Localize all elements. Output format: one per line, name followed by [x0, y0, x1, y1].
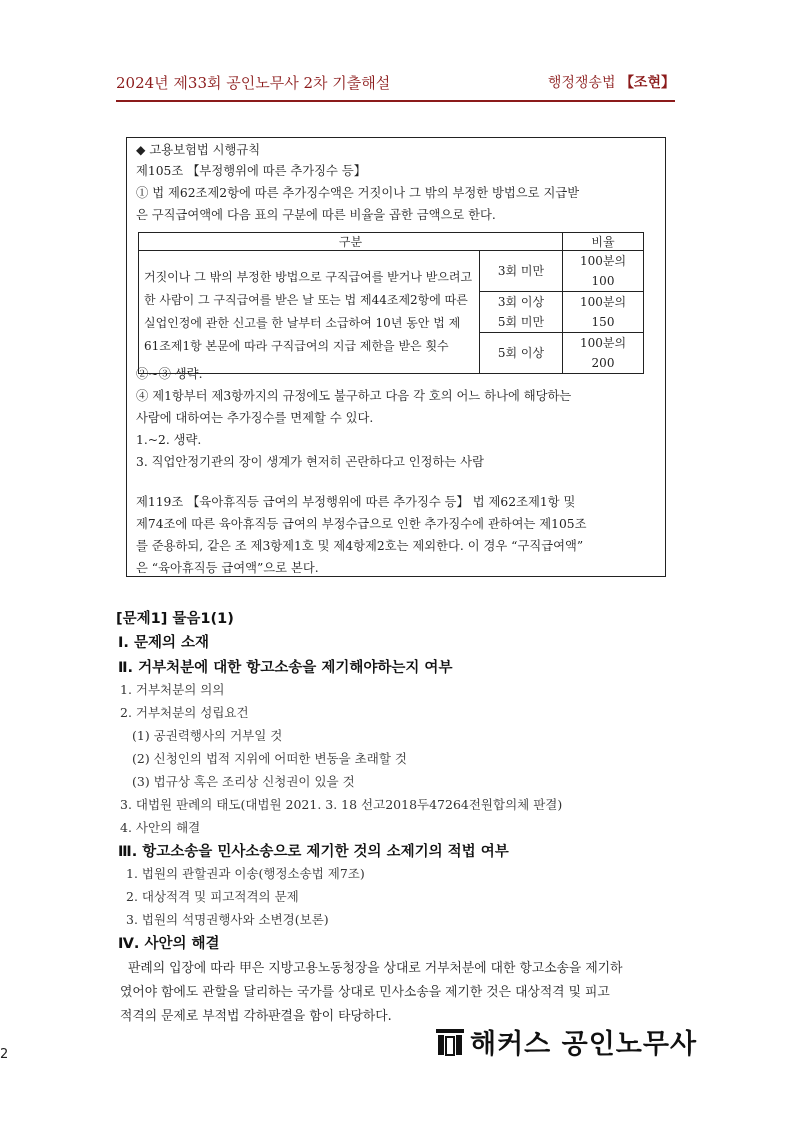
conclusion-line: 적격의 문제로 부적법 각하판결을 함이 타당하다.	[120, 1009, 392, 1024]
statute-box	[126, 137, 666, 577]
count-range-end: 5회 미만	[497, 315, 545, 329]
article-119-line3: 를 준용하되, 같은 조 제3항제1호 및 제4항제2호는 제외한다. 이 경우 “구직급여액”	[136, 539, 584, 553]
conclusion-line: 판례의 입장에 따라 甲은 지방고용노동청장을 상대로 거부처분에 대한 항고소송을 제기하	[128, 961, 623, 976]
header-subject	[548, 72, 675, 92]
hackers-logo-mark-icon	[436, 1027, 464, 1057]
section-4-heading: Ⅳ. 사안의 해결	[118, 936, 220, 952]
table-row-count: 3회 미만	[480, 251, 563, 292]
table-description: 거짓이나 그 밖의 부정한 방법으로 구직급여를 받거나 받으려고 한 사람이 그 구직급여를 받은 날 또는 법 제44조제2항에 따른 실업인정에 관한 신고를 한 날부터 소급하여 10년 동안 법 제61조제1항 본문에 따라 구직급여의 지급 제한을 받은 횟수	[139, 251, 480, 374]
section-2-subitem: (2) 신청인의 법적 지위에 어떠한 변동을 초래할 것	[132, 751, 407, 766]
section-3-item: 1. 법원의 관할권과 이송(행정소송법 제7조)	[126, 866, 365, 881]
section-3-heading: Ⅲ. 항고소송을 민사소송으로 제기한 것의 소제기의 적법 여부	[118, 844, 509, 860]
ratio-label: 100분의	[579, 336, 627, 350]
table-row-ratio	[563, 292, 644, 333]
header-title: 2024년 제33회 공인노무사 2차 기출해설	[116, 74, 391, 92]
table-row-count	[480, 292, 563, 333]
ratio-value: 200	[591, 356, 615, 370]
ratio-value: 100	[591, 274, 615, 288]
statute-title: ◆ 고용보험법 시행규칙	[136, 143, 261, 157]
header-divider	[116, 100, 675, 102]
article-105-para2: ②~③ 생략.	[136, 367, 203, 381]
section-3-item: 3. 법원의 석명권행사와 소변경(보론)	[126, 912, 329, 927]
section-2-item: 2. 거부처분의 성립요건	[120, 705, 249, 720]
header-author: 【조현】	[619, 75, 675, 91]
table-header-category: 구분	[139, 233, 563, 251]
ratio-value: 150	[591, 315, 615, 329]
article-105-para4-line2: 사람에 대하여는 추가징수를 면제할 수 있다.	[136, 411, 374, 425]
hackers-logo	[436, 1022, 697, 1061]
section-2-heading: Ⅱ. 거부처분에 대한 항고소송을 제기해야하는지 여부	[118, 660, 453, 676]
header-subject-name: 행정쟁송법	[547, 75, 616, 91]
section-2-item: 3. 대법원 판례의 태도(대법원 2021. 3. 18 선고2018두47264전원합의체 판결)	[120, 797, 563, 812]
question-heading: [문제1] 물음1(1)	[116, 611, 234, 627]
article-105-heading: 제105조 【부정행위에 따른 추가징수 등】	[136, 164, 367, 178]
conclusion-paragraph	[116, 957, 676, 1029]
table-row-ratio	[563, 251, 644, 292]
section-2-subitem: (3) 법규상 혹은 조리상 신청권이 있을 것	[132, 774, 355, 789]
table-header-ratio: 비율	[563, 233, 644, 251]
table-row-ratio	[563, 333, 644, 374]
hackers-logo-text: 해커스 공인노무사	[470, 1029, 698, 1060]
conclusion-line: 였어야 함에도 관할을 달리하는 국가를 상대로 민사소송을 제기한 것은 대상적격 및 피고	[120, 985, 610, 1000]
section-2-subitem: (1) 공권력행사의 거부일 것	[132, 728, 283, 743]
section-2-item: 4. 사안의 해결	[120, 820, 201, 835]
article-119-line4: 은 “육아휴직등 급여액”으로 본다.	[136, 561, 319, 575]
article-105-item-3: 3. 직업안정기관의 장이 생계가 현저히 곤란하다고 인정하는 사람	[136, 455, 484, 469]
article-105-para1-line2: 은 구직급여액에 다음 표의 구분에 따른 비율을 곱한 금액으로 한다.	[136, 208, 496, 222]
surcharge-ratio-table	[138, 232, 644, 374]
article-105-items-1-2: 1.~2. 생략.	[136, 433, 202, 447]
ratio-label: 100분의	[579, 254, 627, 268]
article-105-para1-line1: ① 법 제62조제2항에 따른 추가징수액은 거짓이나 그 밖의 부정한 방법으로 지급받	[136, 186, 580, 200]
ratio-label: 100분의	[579, 295, 627, 309]
count-range-start: 3회 이상	[497, 295, 545, 309]
article-119-line1: 제119조 【육아휴직등 급여의 부정행위에 따른 추가징수 등】 법 제62조제1항 및	[136, 495, 576, 509]
section-1-heading: Ⅰ. 문제의 소재	[118, 635, 210, 651]
article-119-line2: 제74조에 따른 육아휴직등 급여의 부정수급으로 인한 추가징수에 관하여는 제105조	[136, 517, 587, 531]
article-105-para4-line1: ④ 제1항부터 제3항까지의 규정에도 불구하고 다음 각 호의 어느 하나에 해당하는	[136, 389, 572, 403]
section-2-item: 1. 거부처분의 의의	[120, 682, 225, 697]
section-3-item: 2. 대상적격 및 피고적격의 문제	[126, 889, 299, 904]
table-row-count: 5회 이상	[480, 333, 563, 374]
page-number: 2	[0, 1047, 9, 1062]
